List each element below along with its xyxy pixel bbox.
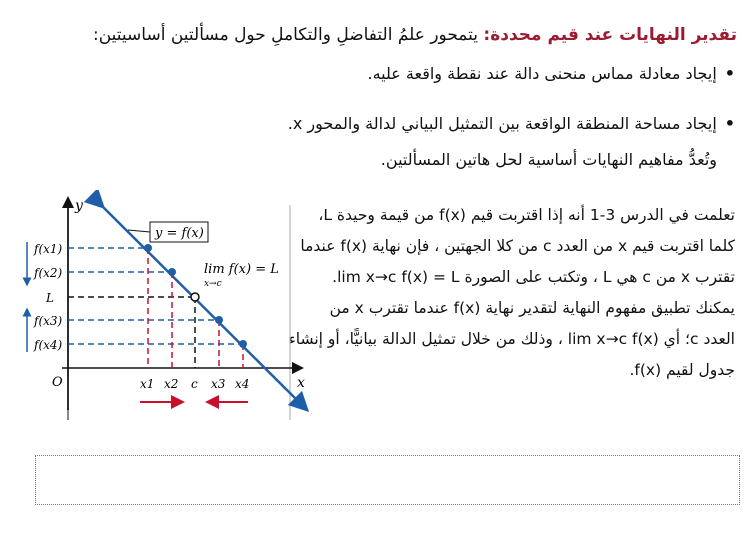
bullet-item-area — [35, 112, 735, 136]
limit-sub: x→c — [204, 279, 222, 289]
origin-label: O — [52, 375, 63, 390]
paragraph-line: العدد c؛ أي lim x→c f(x) ، وذلك من خلال تمثيل الدالة بيانيًّا، أو إنشاء — [288, 330, 735, 348]
paragraph-line: تقترب x من c هي L ، وتكتب على الصورة lim x→c f(x) = L. — [332, 268, 735, 286]
y-axis-label: y — [75, 198, 83, 214]
x-tick-label: c — [191, 377, 198, 391]
bullet-text: إيجاد مساحة المنطقة الواقعة بين التمثيل البياني لدالة والمحور x. — [287, 114, 717, 133]
notes-box — [35, 455, 740, 505]
x-tick-label: x1 — [140, 377, 155, 391]
y-tick-label: f(x4) — [34, 338, 63, 352]
limit-graph — [0, 190, 320, 420]
y-tick-label: f(x2) — [34, 266, 63, 280]
bullet-item-tangent — [35, 62, 735, 86]
y-tick-label: f(x1) — [34, 242, 63, 256]
section-heading: تقدير النهايات عند قيم محددة: — [483, 25, 737, 45]
paragraph-line: كلما اقتربت قيم x من العدد c من كلا الجهتين ، فإن نهاية f(x) عندما — [300, 237, 735, 255]
limits-paragraph — [288, 200, 735, 386]
section-title — [17, 22, 737, 48]
point-x2 — [168, 268, 176, 276]
x-tick-label: x4 — [235, 377, 250, 391]
paragraph-line: تعلمت في الدرس 3-1 أنه إذا اقتربت قيم f(x) من قيمة وحيدة L، — [318, 206, 735, 224]
function-label-pointer — [128, 230, 150, 232]
x-tick-label: x2 — [164, 377, 179, 391]
bullet-dot-icon: • — [724, 64, 735, 83]
x-axis-label: x — [297, 375, 305, 391]
point-c-open — [191, 293, 199, 301]
bullet-note: وتُعدُّ مفاهيم النهايات أساسية لحل هاتين المسألتين. — [380, 150, 717, 169]
y-tick-label: f(x3) — [34, 314, 63, 328]
limit-label: lim f(x) = L — [204, 262, 279, 277]
paragraph-line: يمكنك تطبيق مفهوم النهاية لتقدير نهاية f(x) عندما تقترب x من — [329, 299, 735, 317]
y-tick-label: L — [46, 291, 54, 305]
point-x4 — [239, 340, 247, 348]
x-tick-label: x3 — [211, 377, 226, 391]
function-label: y = f(x) — [155, 226, 204, 241]
point-x3 — [215, 316, 223, 324]
point-x1 — [144, 244, 152, 252]
bullet-text: إيجاد معادلة مماس منحنى دالة عند نقطة واقعة عليه. — [367, 64, 717, 83]
bullet-dot-icon: • — [724, 114, 735, 133]
paragraph-line: جدول لقيم f(x). — [629, 361, 735, 379]
section-subtitle: يتمحور علمُ التفاضلِ والتكاملِ حول مسألتين أساسيتين: — [92, 25, 478, 45]
